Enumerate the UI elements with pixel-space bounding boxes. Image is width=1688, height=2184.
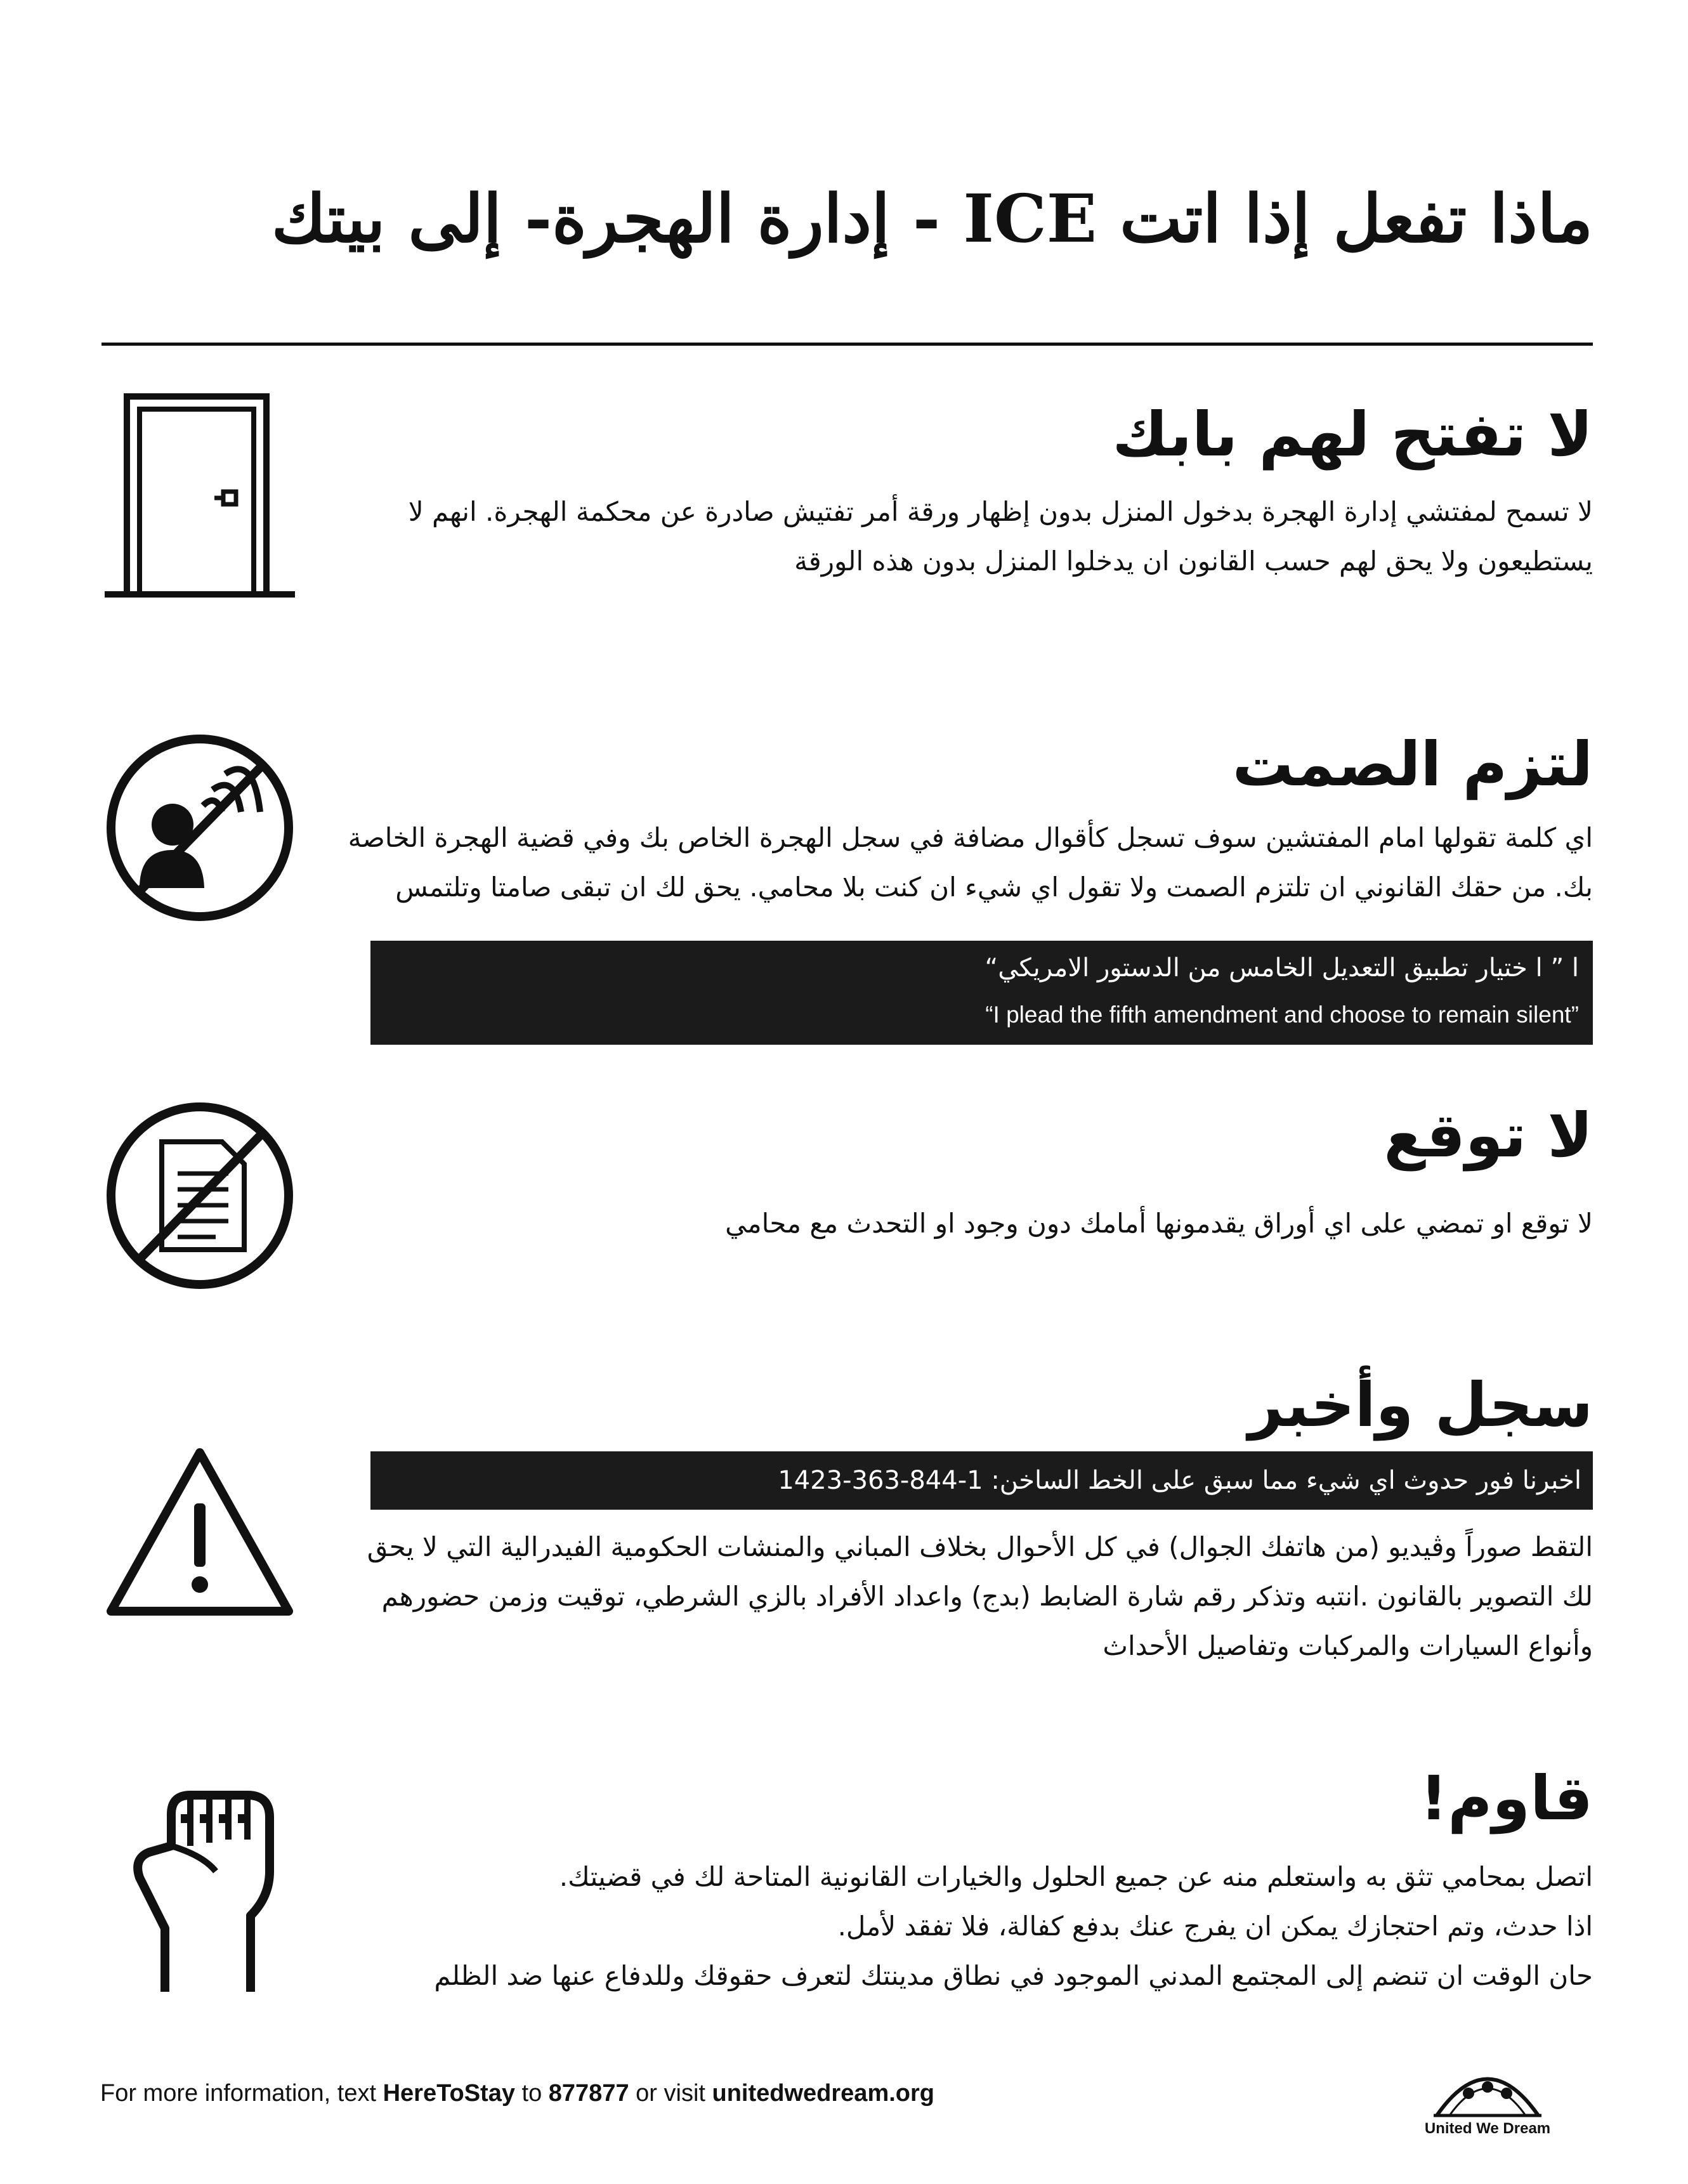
hotline-text: اخبرنا فور حدوث اي شيء مما سبق على الخط الساخن: 1-844-363-1423	[778, 1466, 1581, 1495]
resist-text-line: اتصل بمحامي تثق به واستعلم منه عن جميع الحلول والخيارات القانونية المتاحة لك في قضيتك.	[559, 1861, 1593, 1892]
silent-text-line: اي كلمة تقولها امام المفتشين سوف تسجل كأقوال مضافة في سجل الهجرة الخاص بك وفي قضية الهجرة الخاصة	[348, 822, 1593, 853]
silent-text-line: بك. من حقك القانوني ان تلتزم الصمت ولا تقول اي شيء ان كنت بلا محامي. يحق لك ان تبقى صامتا وتلتمس	[395, 872, 1593, 903]
record-text	[367, 1522, 1593, 1671]
logo-text: United We Dream	[1424, 2120, 1551, 2137]
door-heading: لا تفتح لهم بابك	[1112, 399, 1593, 470]
warning-icon	[101, 1440, 298, 1624]
sign-heading: لا توقع	[1384, 1100, 1593, 1171]
quote-arabic: ا ” ا ختيار تطبيق التعديل الخامس من الدستور الامريكي“	[985, 953, 1579, 983]
footer-prefix: For more information, text	[100, 2080, 383, 2107]
raised-fist-icon	[121, 1770, 292, 1998]
record-text-line: وأنواع السيارات والمركبات وتفاصيل الأحداث	[1102, 1630, 1593, 1661]
resist-heading: قاوم!	[1420, 1763, 1593, 1834]
logo-arch-icon	[1424, 2049, 1551, 2119]
title-divider	[101, 343, 1593, 346]
footer-info	[100, 2074, 934, 2112]
silent-heading: لتزم الصمت	[1232, 729, 1593, 800]
record-text-line: التقط صوراً وڤيديو (من هاتفك الجوال) في كل الأحوال بخلاف المباني والمنشات الحكومية الفيدرالية التي لا يحق	[367, 1531, 1593, 1562]
door-text-line: يستطيعون ولا يحق لهم حسب القانون ان يدخلوا المنزل بدون هذه الورقة	[794, 546, 1593, 577]
no-speaking-icon	[101, 729, 298, 926]
footer-keyword: HereToStay	[383, 2080, 515, 2107]
hotline-banner	[370, 1451, 1593, 1510]
fifth-amendment-quote	[370, 941, 1593, 1045]
resist-text-line: اذا حدث، وتم احتجازك يمكن ان يفرج عنك بدفع كفالة، فلا تفقد لأمل.	[837, 1911, 1593, 1942]
resist-text	[434, 1852, 1593, 2001]
quote-english: “I plead the fifth amendment and choose to remain silent”	[985, 1002, 1579, 1028]
footer-mid: to	[514, 2080, 549, 2107]
footer-mid2: or visit	[629, 2080, 712, 2107]
door-text	[409, 487, 1593, 586]
united-we-dream-logo	[1424, 2049, 1551, 2144]
sign-text-line: لا توقع او تمضي على اي أوراق يقدمونها أمامك دون وجود او التحدث مع محامي	[725, 1208, 1593, 1239]
silent-text	[348, 813, 1593, 912]
no-document-icon	[101, 1097, 298, 1294]
footer-website-link[interactable]: unitedwedream.org	[712, 2080, 934, 2107]
record-text-line: لك التصوير بالقانون .انتبه وتذكر رقم شارة الضابط (بدج) واعداد الأفراد بالزي الشرطي، توقيت وزمن حضورهم	[381, 1581, 1593, 1612]
door-text-line: لا تسمح لمفتشي إدارة الهجرة بدخول المنزل بدون إظهار ورقة أمر تفتيش صادرة عن محكمة الهجرة. انهم لا	[408, 496, 1593, 527]
door-icon	[101, 390, 298, 599]
footer-number: 877877	[548, 2080, 629, 2107]
record-heading: سجل وأخبر	[1248, 1370, 1593, 1441]
resist-text-line: حان الوقت ان تنضم إلى المجتمع المدني الموجود في نطاق مدينتك لتعرف حقوقك وللدفاع عنها ضد الظلم	[434, 1960, 1593, 1991]
page-title: ماذا تفعل إذا اتت ICE - إدارة الهجرة- إلى بيتك	[271, 180, 1593, 258]
sign-text	[725, 1199, 1593, 1248]
